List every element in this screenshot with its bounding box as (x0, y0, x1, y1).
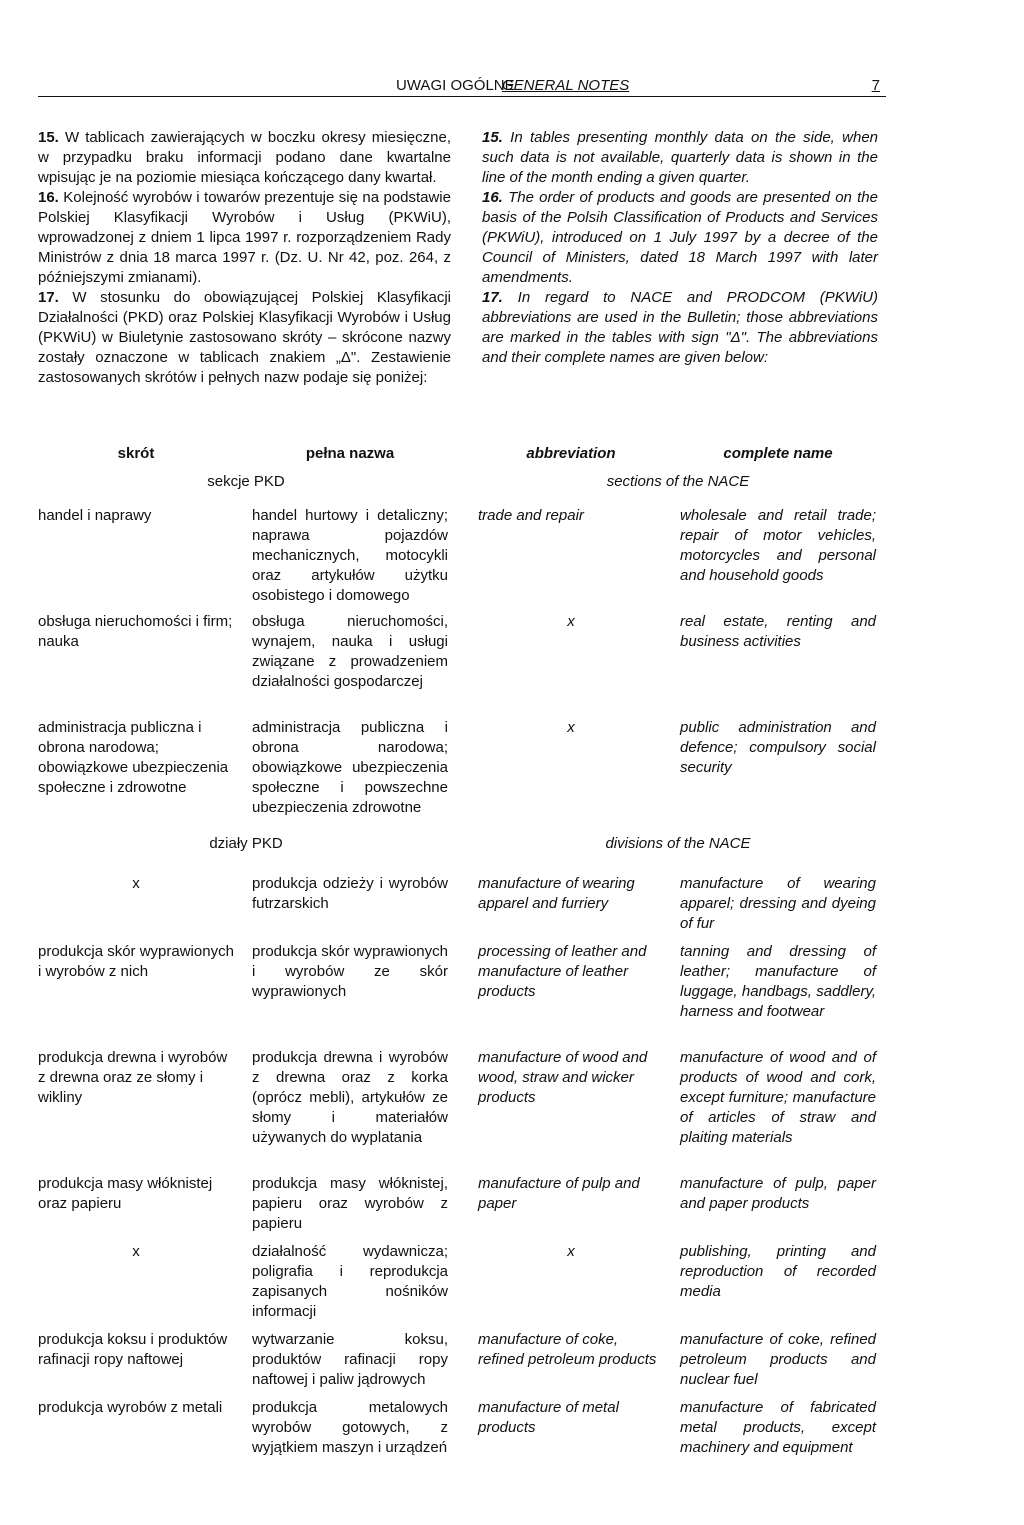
col-header-full-en: complete name (723, 445, 833, 462)
table-row-cell: real estate, renting and business activities (680, 613, 876, 650)
note-15-pl: 15. W tablicach zawierających w boczku okresy miesięczne, w przypadku braku informacji podano dane kwartalne wpisując je na poziomie miesiąca kończącego dany kwartał. (38, 129, 451, 186)
table-row-cell: x (567, 1243, 575, 1260)
note-17-en: 17. In regard to NACE and PRODCOM (PKWiU) abbreviations are used in the Bulletin; those abbreviations are marked in the tables with sign "Δ". The abbreviations and their complete names are given below: (482, 289, 878, 366)
notes-english (482, 128, 878, 368)
table-row-cell: produkcja masy włóknistej, papieru oraz wyrobów z papieru (252, 1175, 448, 1232)
table-row-cell: produkcja drewna i wyrobów z drewna oraz ze słomy i wikliny (38, 1049, 228, 1106)
table-row-cell: manufacture of fabricated metal products, except machinery and equipment (680, 1399, 876, 1456)
running-header (38, 76, 886, 97)
table-row-cell: manufacture of pulp and paper (478, 1175, 640, 1212)
table-row-cell: manufacture of pulp, paper and paper products (680, 1175, 876, 1212)
table-row-cell: handel hurtowy i detaliczny; naprawa pojazdów mechanicznych, motocykli oraz artykułów użytku osobistego i domowego (252, 507, 448, 604)
table-row-cell: wytwarzanie koksu, produktów rafinacji ropy naftowej i paliw jądrowych (252, 1331, 448, 1388)
table-row-cell: trade and repair (478, 507, 584, 524)
col-header-abbr-en: abbreviation (526, 445, 616, 462)
table-row-cell: manufacture of coke, refined petroleum products (478, 1331, 657, 1368)
table-row-cell: manufacture of wood and of products of wood and cork, except furniture; manufacture of articles of straw and plaiting materials (680, 1049, 876, 1146)
col-header-full-pl: pełna nazwa (305, 445, 395, 462)
sections-heading-pl: sekcje PKD (207, 473, 285, 490)
sections-heading-en: sections of the NACE (606, 473, 750, 490)
table-row-cell: produkcja masy włóknistej oraz papieru (38, 1175, 213, 1212)
table-row-cell: produkcja metalowych wyrobów gotowych, z wyjątkiem maszyn i urządzeń (252, 1399, 448, 1456)
notes-polish (38, 128, 451, 388)
table-row-cell: x (132, 875, 140, 892)
table-row-cell: handel i naprawy (38, 507, 152, 524)
table-row-cell: produkcja koksu i produktów rafinacji ropy naftowej (38, 1331, 228, 1368)
note-16-en: 16. The order of products and goods are presented on the basis of the Polsih Classification of Products and Services (PKWiU), introduced on 1 July 1997 by a decree of the Council of Ministers, dated 18 March 1997 with later amendments. (482, 189, 878, 286)
table-row-cell: produkcja drewna i wyrobów z drewna oraz z korka (oprócz mebli), artykułów ze słomy i materiałów używanych do wyplatania (252, 1049, 448, 1146)
table-row-cell: processing of leather and manufacture of leather products (478, 943, 647, 1000)
header-title-en: GENERAL NOTES (502, 77, 630, 94)
table-row-cell: administracja publiczna i obrona narodowa; obowiązkowe ubezpieczenia społeczne i powszechne ubezpieczenia zdrowotne (252, 719, 448, 816)
table-row-cell: x (567, 719, 575, 736)
table-row-cell: produkcja wyrobów z metali (38, 1399, 223, 1416)
divisions-heading-pl: działy PKD (209, 835, 283, 852)
table-row-cell: obsługa nieruchomości i firm; nauka (38, 613, 233, 650)
table-row-cell: manufacture of wearing apparel and furriery (478, 875, 635, 912)
table-row-cell: manufacture of wood and wood, straw and wicker products (478, 1049, 648, 1106)
page-number: 7 (871, 77, 880, 94)
table-row-cell: produkcja skór wyprawionych i wyrobów z nich (38, 943, 234, 980)
table-row-cell: produkcja skór wyprawionych i wyrobów ze skór wyprawionych (252, 943, 448, 1000)
note-15-en: 15. In tables presenting monthly data on the side, when such data is not available, quarterly data is shown in the line of the month ending a given quarter. (482, 129, 878, 186)
note-17-pl: 17. W stosunku do obowiązującej Polskiej Klasyfikacji Działalności (PKD) oraz Polskiej Klasyfikacji Wyrobów i Usług (PKWiU) w Biuletynie zastosowano skróty – skrócone nazwy zostały oznaczone w tablicach znakiem „Δ". Zestawienie zastosowanych skrótów i pełnych nazw podaje się poniżej: (38, 289, 451, 386)
table-row-cell: publishing, printing and reproduction of recorded media (680, 1243, 876, 1300)
table-row-cell: administracja publiczna i obrona narodowa; obowiązkowe ubezpieczenia społeczne i zdrowotne (38, 719, 229, 796)
table-row-cell: manufacture of wearing apparel; dressing and dyeing of fur (680, 875, 876, 932)
table-row-cell: tanning and dressing of leather; manufacture of luggage, handbags, saddlery, harness and footwear (680, 943, 876, 1020)
col-header-abbr-pl: skrót (117, 445, 155, 462)
table-row-cell: obsługa nieruchomości, wynajem, nauka i usługi związane z prowadzeniem działalności gospodarczej (252, 613, 448, 690)
table-row-cell: x (132, 1243, 140, 1260)
table-row-cell: public administration and defence; compulsory social security (680, 719, 876, 776)
table-row-cell: działalność wydawnicza; poligrafia i reprodukcja zapisanych nośników informacji (252, 1243, 448, 1320)
table-row-cell: wholesale and retail trade; repair of motor vehicles, motorcycles and personal and household goods (680, 507, 876, 584)
divisions-heading-en: divisions of the NACE (605, 835, 751, 852)
header-title-pl: UWAGI OGÓLNE (396, 77, 515, 94)
table-row-cell: x (567, 613, 575, 630)
note-16-pl: 16. Kolejność wyrobów i towarów prezentuje się na podstawie Polskiej Klasyfikacji Wyrobów i Usług (PKWiU), wprowadzonej z dniem 1 lipca 1997 r. rozporządzeniem Rady Ministrów z dnia 18 marca 1997 r. (Dz. U. Nr 42, poz. 264, z późniejszymi zmianami). (38, 189, 451, 286)
table-row-cell: manufacture of metal products (478, 1399, 619, 1436)
table-row-cell: produkcja odzieży i wyrobów futrzarskich (252, 875, 448, 912)
table-row-cell: manufacture of coke, refined petroleum products and nuclear fuel (680, 1331, 876, 1388)
